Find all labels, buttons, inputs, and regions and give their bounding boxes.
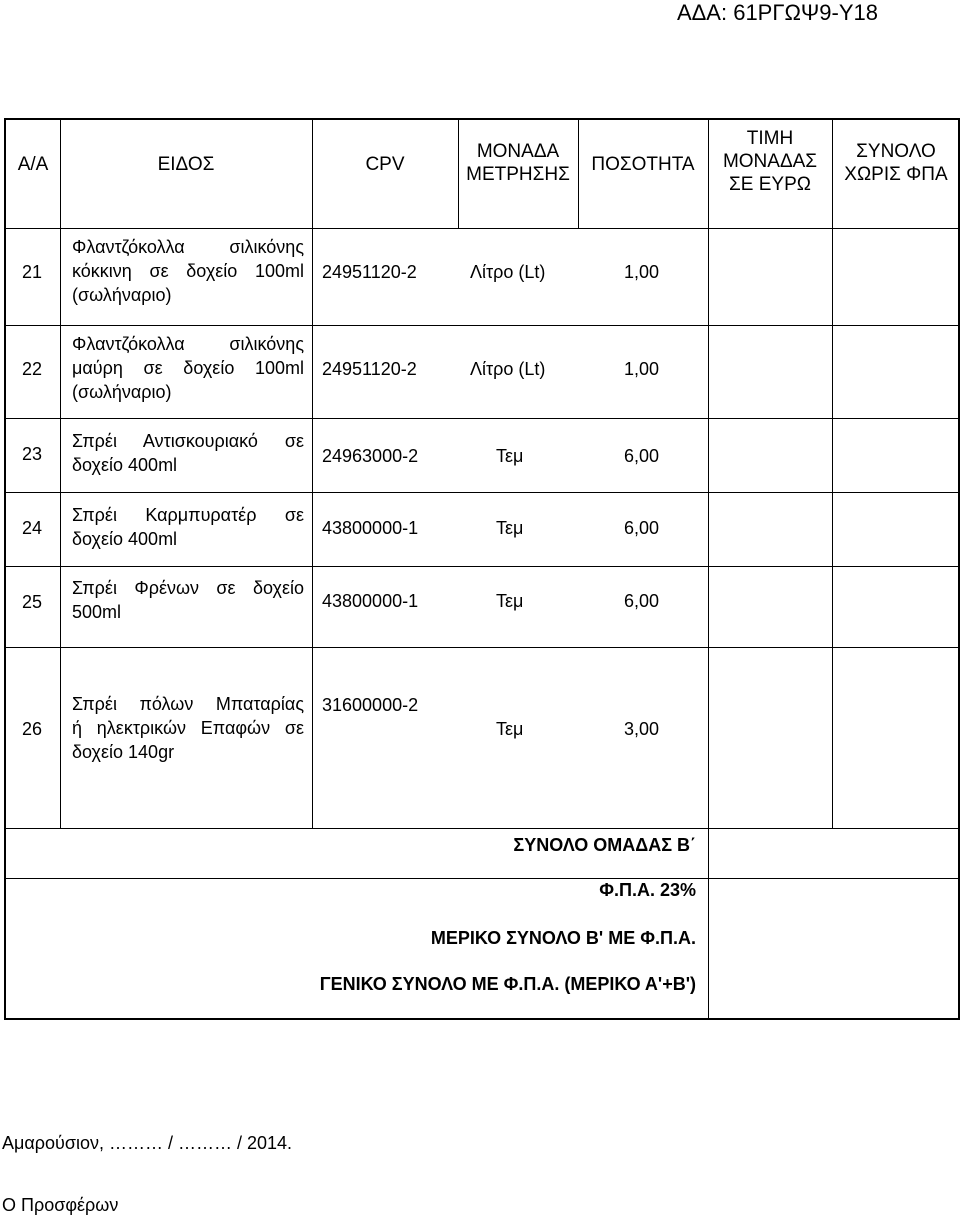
quantity: 3,00	[624, 719, 660, 739]
row-divider	[6, 566, 958, 567]
header-eidos: ΕΙΔΟΣ	[157, 154, 215, 175]
header-aa: Α/Α	[17, 154, 49, 175]
quantity: 1,00	[624, 262, 660, 282]
unit-of-measure: Λίτρο (Lt)	[470, 359, 546, 379]
row-divider	[6, 878, 958, 879]
header-unit-price: ΤΙΜΗ ΜΟΝΑΔΑΣ ΣΕ ΕΥΡΩ	[722, 128, 818, 195]
row-number: 22	[22, 359, 43, 379]
row-number: 25	[22, 592, 43, 612]
quantity: 1,00	[624, 359, 660, 379]
row-divider	[6, 418, 958, 419]
unit-of-measure: Τεμ	[496, 591, 524, 611]
cpv-code: 43800000-1	[322, 518, 419, 538]
header-quantity: ΠΟΣΟΤΗΤΑ	[591, 154, 695, 175]
cpv-code: 43800000-1	[322, 591, 419, 611]
price-table	[4, 118, 960, 1020]
place-date: Αμαρούσιον, ……… / ……… / 2014.	[2, 1133, 293, 1153]
row-number: 26	[22, 719, 43, 739]
row-number: 21	[22, 262, 43, 282]
vat-label: Φ.Π.Α. 23%	[599, 880, 696, 900]
item-description: Φλαντζόκολλα σιλικόνης κόκκινη σε δοχείο 100ml (σωλήναριο)	[72, 237, 304, 305]
column-divider	[708, 120, 709, 1020]
row-number: 23	[22, 444, 43, 464]
column-divider	[312, 120, 313, 828]
header-total: ΣΥΝΟΛΟ ΧΩΡΙΣ ΦΠΑ	[844, 141, 948, 185]
document-id: ΑΔΑ: 61ΡΓΩΨ9-Υ18	[676, 0, 878, 25]
group-total-label: ΣΥΝΟΛΟ ΟΜΑΔΑΣ Β΄	[513, 835, 696, 855]
item-description: Σπρέι πόλων Μπαταρίας ή ηλεκτρικών Επαφών σε δοχείο 140gr	[72, 694, 304, 762]
unit-of-measure: Τεμ	[496, 719, 524, 739]
unit-of-measure: Τεμ	[496, 446, 524, 466]
signatory: Ο Προσφέρων	[2, 1195, 119, 1215]
quantity: 6,00	[624, 518, 660, 538]
item-description: Σπρέι Φρένων σε δοχείο 500ml	[72, 578, 304, 622]
item-description: Φλαντζόκολλα σιλικόνης μαύρη σε δοχείο 100ml (σωλήναριο)	[72, 334, 304, 402]
grand-total-label: ΓΕΝΙΚΟ ΣΥΝΟΛΟ ΜΕ Φ.Π.Α. (ΜΕΡΙΚΟ Α'+Β')	[319, 974, 696, 994]
partial-total-label: ΜΕΡΙΚΟ ΣΥΝΟΛΟ Β' ΜΕ Φ.Π.Α.	[430, 928, 696, 948]
cpv-code: 24951120-2	[322, 359, 417, 379]
row-divider	[6, 828, 958, 829]
cpv-code: 31600000-2	[322, 695, 419, 715]
unit-of-measure: Λίτρο (Lt)	[470, 262, 546, 282]
header-cpv: CPV	[365, 154, 405, 175]
row-divider	[6, 228, 958, 229]
cpv-code: 24951120-2	[322, 262, 417, 282]
header-unit: ΜΟΝΑΔΑ ΜΕΤΡΗΣΗΣ	[466, 141, 570, 185]
row-divider	[6, 325, 958, 326]
column-divider	[60, 120, 61, 828]
column-divider	[832, 120, 833, 828]
row-divider	[6, 492, 958, 493]
unit-of-measure: Τεμ	[496, 518, 524, 538]
cpv-code: 24963000-2	[322, 446, 419, 466]
quantity: 6,00	[624, 446, 660, 466]
item-description: Σπρέι Αντισκουριακό σε δοχείο 400ml	[72, 431, 304, 475]
row-number: 24	[22, 518, 43, 538]
item-description: Σπρέι Καρμπυρατέρ σε δοχείο 400ml	[72, 505, 304, 549]
row-divider	[6, 647, 958, 648]
quantity: 6,00	[624, 591, 660, 611]
